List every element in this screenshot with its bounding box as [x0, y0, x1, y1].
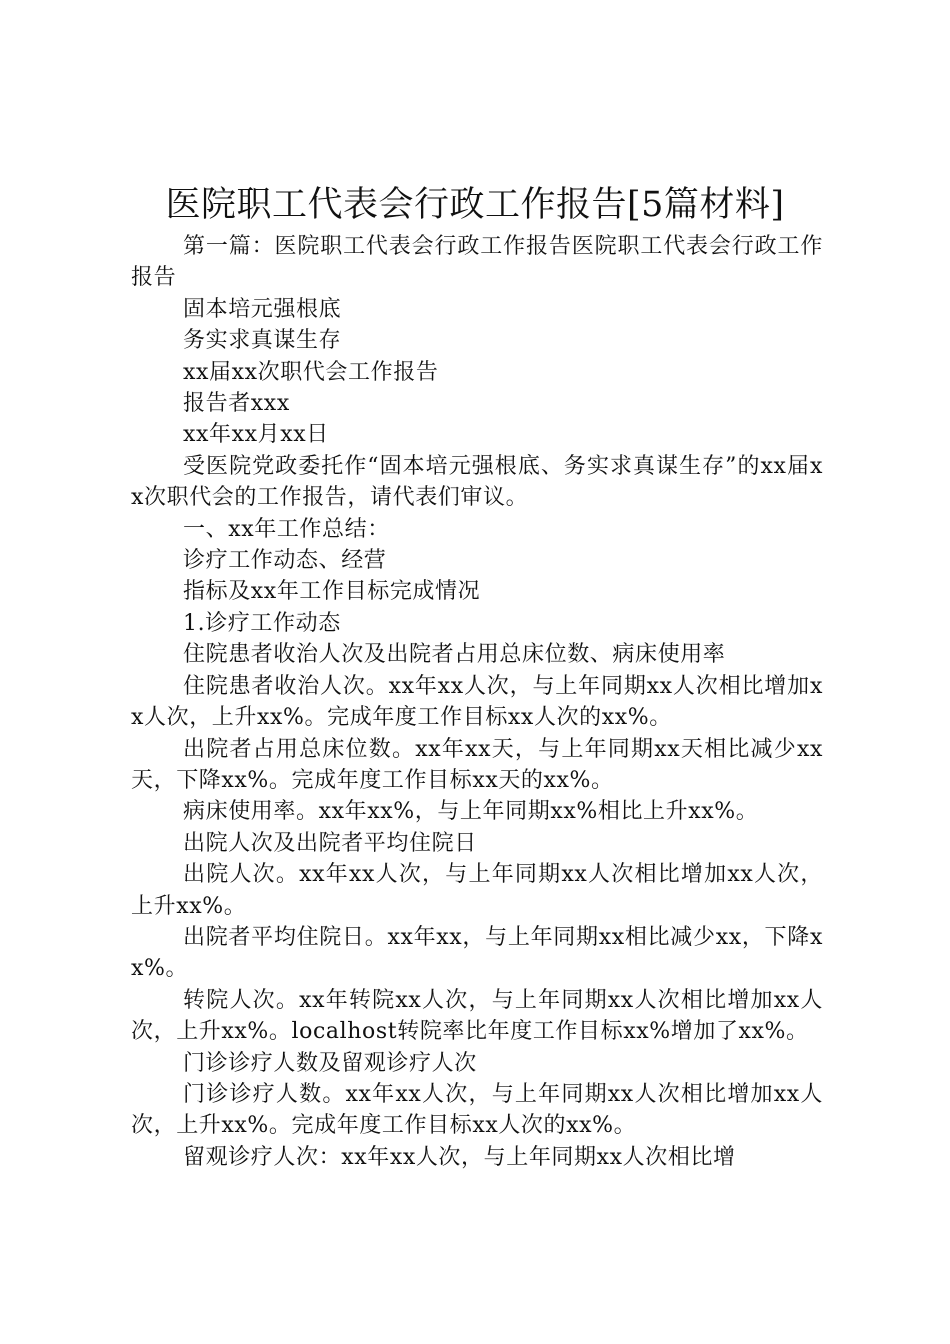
paragraph-13: 住院患者收治人次。xx年xx人次，与上年同期xx人次相比增加xx人次，上升xx%。完成年度工作目标xx人次的xx%。 [131, 673, 823, 731]
document-body [131, 231, 823, 1173]
paragraph-7: 受医院党政委托作“固本培元强根底、务实求真谋生存”的xx届xx次职代会的工作报告，请代表们审议。 [131, 453, 823, 511]
paragraph-15: 病床使用率。xx年xx%，与上年同期xx%相比上升xx%。 [183, 799, 759, 825]
paragraph-4: xx届xx次职代会工作报告 [183, 359, 439, 385]
paragraph-18: 出院者平均住院日。xx年xx，与上年同期xx相比减少xx，下降xx%。 [131, 924, 823, 982]
paragraph-21: 门诊诊疗人数。xx年xx人次，与上年同期xx人次相比增加xx人次，上升xx%。完成年度工作目标xx人次的xx%。 [131, 1081, 823, 1139]
paragraph-1: 第一篇：医院职工代表会行政工作报告医院职工代表会行政工作报告 [131, 234, 823, 291]
paragraph-22: 留观诊疗人次：xx年xx人次，与上年同期xx人次相比增 [183, 1144, 736, 1170]
paragraph-12: 住院患者收治人次及出院者占用总床位数、病床使用率 [183, 642, 726, 668]
paragraph-19: 转院人次。xx年转院xx人次，与上年同期xx人次相比增加xx人次，上升xx%。localhost转院率比年度工作目标xx%增加了xx%。 [131, 987, 823, 1045]
paragraph-8: 一、xx年工作总结： [183, 516, 390, 542]
paragraph-3: 务实求真谋生存 [183, 328, 342, 354]
paragraph-14: 出院者占用总床位数。xx年xx天，与上年同期xx天相比减少xx天，下降xx%。完成年度工作目标xx天的xx%。 [131, 736, 823, 793]
paragraph-10: 指标及xx年工作目标完成情况 [183, 579, 481, 605]
paragraph-6: xx年xx月xx日 [183, 422, 329, 448]
paragraph-16: 出院人次及出院者平均住院日 [183, 830, 477, 856]
paragraph-17: 出院人次。xx年xx人次，与上年同期xx人次相比增加xx人次，上升xx%。 [131, 862, 823, 919]
paragraph-9: 诊疗工作动态、经营 [183, 548, 387, 574]
paragraph-2: 固本培元强根底 [183, 296, 342, 322]
paragraph-11: 1.诊疗工作动态 [183, 610, 341, 636]
document-title: 医院职工代表会行政工作报告[5篇材料] [165, 185, 785, 225]
paragraph-5: 报告者xxx [183, 391, 290, 417]
paragraph-20: 门诊诊疗人数及留观诊疗人次 [183, 1050, 477, 1076]
